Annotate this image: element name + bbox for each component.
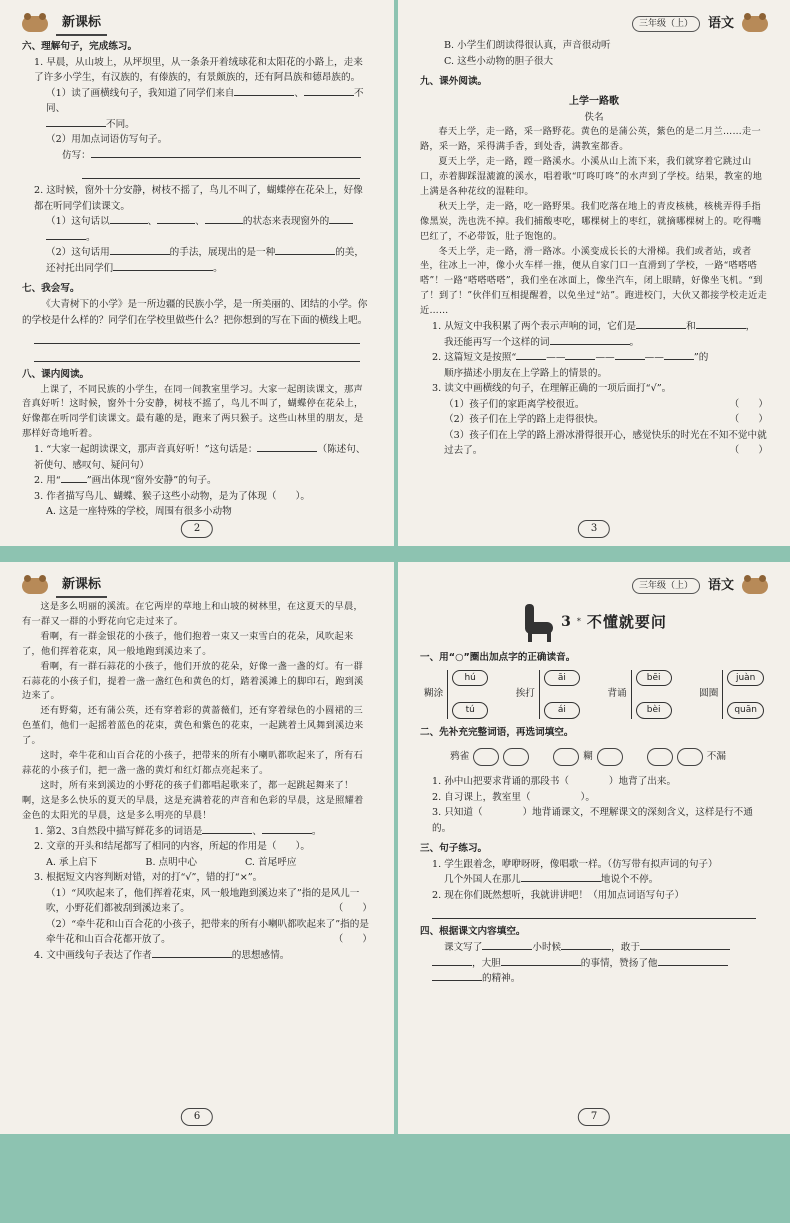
pinyin-item: 糊涂 hú tú bbox=[424, 670, 488, 719]
option-a: A. 这是一座特殊的学校，周围有很多小动物 bbox=[46, 506, 232, 518]
question-line: （1）这句话以 、 、 的状态来表现窗外的 。 bbox=[22, 214, 372, 245]
options-row: A. 承上启下 B. 点明中心 C. 首尾呼应 bbox=[46, 856, 297, 868]
blank-cloud[interactable] bbox=[677, 748, 703, 766]
reading-passage: 这是多么明丽的溪流。在它两岸的草地上和山坡的树林里，在这夏天的早晨，有一群又一群的小野花向它走过来了。 bbox=[22, 601, 363, 627]
answer-line[interactable]: 仿写： bbox=[22, 148, 372, 164]
lesson-title: 不懂就要问 bbox=[586, 612, 667, 631]
choice-line[interactable]: （1）孩子们的家距离学校很近。 （ ） bbox=[444, 398, 768, 410]
question-line: 2. 现在你们既然想听，我就讲讲吧！（用加点词语写句子） bbox=[432, 889, 685, 901]
reading-passage: 看啊，有一群石蒜花的小孩子，他们开放的花朵，好像一盏一盏的灯。有一群石蒜花的小孩子们，提着一盏一盏红色和黄色的灯，踏着溪滩上的脚印石，跑到溪边来了。 bbox=[22, 660, 364, 702]
poem-paragraph: 春天上学，走一路，采一路野花。黄色的是蒲公英，紫色的是二月兰……走一路，采一路，采得满手香，到处香，满教室都香。 bbox=[420, 126, 761, 153]
page-number: 7 bbox=[578, 1108, 610, 1126]
blank-cloud[interactable] bbox=[597, 748, 623, 766]
choice-line[interactable]: （2）“牵牛花和山百合花的小孩子，把带来的所有小喇叭都吹起来了”指的是牵牛花和山百合花都开放了。 （ ） bbox=[46, 918, 372, 946]
poem-author: 佚名 bbox=[584, 111, 604, 123]
pinyin-option[interactable]: ái bbox=[544, 702, 580, 719]
fill-line[interactable]: 的精神。 bbox=[420, 971, 768, 987]
question-line: 2. 文章的开头和结尾都写了相同的内容，所起的作用是（ ）。 bbox=[34, 841, 311, 853]
question-line: 1. 第2、3自然段中描写鲜花多的词语是 、 。 bbox=[34, 825, 322, 837]
answer-line[interactable] bbox=[34, 348, 360, 362]
page-header bbox=[420, 14, 768, 34]
option-b: B. 小学生们朗读得很认真，声音很动听 bbox=[444, 40, 611, 51]
page-2 bbox=[0, 0, 394, 546]
question-line: 1. 学生跟着念，咿咿呀呀，像唱歌一样。（仿写带有拟声词的句子） bbox=[432, 858, 718, 870]
question-line: 3. 读文中画横线的句子，在理解正确的一项后面打“√”。 bbox=[432, 383, 672, 395]
pinyin-item: 挨打 āi ái bbox=[516, 670, 580, 719]
poem-paragraph: 秋天上学，走一路，吃一路野果。我们吃落在地上的青皮核桃，核桃弄得手指像黑炭，洗也洗不掉。我们捕酸枣吃，哪棵树上的枣红，就摘哪棵树上的。吃得嘴巴红了，不必带饭，肚子饱饱的。 bbox=[420, 200, 762, 242]
option-c: C. 这些小动物的胆子很大 bbox=[444, 55, 554, 67]
question-text: 2. 这时候，窗外十分安静，树枝不摇了，鸟儿不叫了，蝴蝶停在花朵上，好像都在听同学们读课文。 bbox=[34, 185, 363, 212]
answer-line[interactable] bbox=[34, 330, 360, 344]
choice-line[interactable]: （3）孩子们在上学的路上滑冰滑得很开心，感觉快乐的时光在不知不觉中就过去了。 （ ） bbox=[444, 429, 768, 457]
section-title: 九、课外阅读。 bbox=[420, 76, 488, 88]
question-line: 3. 只知道（ ）地背诵课文，不理解课文的深刻含义，这样是行不通的。 bbox=[432, 807, 753, 834]
lesson-star: * bbox=[576, 616, 581, 626]
section-title: 二、先补充完整词语，再选词填空。 bbox=[420, 726, 574, 738]
blank-cloud[interactable] bbox=[503, 748, 529, 766]
pinyin-option[interactable]: quān bbox=[727, 702, 764, 719]
question-line: 1. 从短文中我积累了两个表示声响的词，它们是 和 ， bbox=[432, 321, 756, 333]
question-line: （1）读了画横线句子，我知道了同学们来自 、 不同、 不同。 bbox=[46, 87, 364, 130]
reading-passage: 这时，所有来到溪边的小野花的孩子们都唱起歌来了，都一起跳起舞来了！啊，这是多么快乐的夏天的早晨，这是充满着花的声音和色彩的早晨，这是照耀着金色的太阳光的早晨，这是多么明亮的早晨！ bbox=[22, 779, 364, 821]
question-text: 1. 早晨，从山坡上，从坪坝里，从一条条开着绒球花和太阳花的小路上，走来了许多小学生，有汉族的，有傣族的，有景颇族的，还有阿昌族和德昂族的。 bbox=[34, 56, 363, 84]
question-line: （2）用加点词语仿写句子。 bbox=[46, 134, 168, 146]
question-line: 3. 作者描写鸟儿、蝴蝶、猴子这些小动物，是为了体现（ ）。 bbox=[34, 490, 311, 502]
question-line: 我还能再写一个这样的词 。 bbox=[444, 336, 640, 348]
page-3 bbox=[398, 0, 790, 546]
blank-cloud[interactable] bbox=[647, 748, 673, 766]
page-number: 2 bbox=[181, 520, 213, 538]
section-title: 三、句子练习。 bbox=[420, 843, 488, 855]
pinyin-option[interactable]: bèi bbox=[636, 702, 672, 719]
pinyin-option[interactable]: tú bbox=[452, 702, 488, 719]
pinyin-option[interactable]: bēi bbox=[636, 670, 672, 687]
question-line: 1. 孙中山把要求背诵的那段书（ ）地背了出来。 bbox=[432, 776, 677, 788]
header-badge: 新课标 bbox=[56, 574, 107, 597]
question-line: 顺序描述小朋友在上学路上的情景的。 bbox=[444, 367, 608, 379]
page-number: 3 bbox=[578, 520, 610, 538]
choice-line[interactable]: （2）孩子们在上学的路上走得很快。 （ ） bbox=[444, 414, 768, 426]
pinyin-item: 背诵 bēi bèi bbox=[607, 670, 671, 719]
bear-icon bbox=[742, 578, 768, 594]
reading-passage: 看啊，有一群金银花的小孩子，他们抱着一束又一束雪白的花朵，风吹起来了，他们挥着花束，风一般地跑到溪边来了。 bbox=[22, 630, 354, 657]
choice-line[interactable]: （1）“风吹起来了，他们挥着花束，风一般地跑到溪边来了”指的是风儿一吹，小野花们都被刮到溪边来了。 （ ） bbox=[46, 887, 372, 915]
question-line: 1. “大家一起朗读课文，那声音真好听！”这句话是： （陈述句、祈使句、感叹句、疑问句） bbox=[34, 444, 366, 471]
pinyin-item: 圆圈 juàn quān bbox=[699, 670, 764, 719]
pinyin-row bbox=[424, 670, 764, 719]
page-header bbox=[22, 14, 372, 34]
question-text: 《大青树下的小学》是一所边疆的民族小学，是一所美丽的、团结的小学。你的学校是什么样的？同学们在学校里做些什么？把你想到的写在下面的横线上吧。 bbox=[22, 298, 368, 326]
pinyin-option[interactable]: āi bbox=[544, 670, 580, 687]
answer-line[interactable] bbox=[82, 165, 360, 179]
fill-line[interactable]: 课文写了 小时候 ，敢于 bbox=[420, 940, 768, 956]
answer-line[interactable] bbox=[432, 905, 756, 919]
question-line: 4. 文中画线句子表达了作者 的思想感情。 bbox=[34, 949, 290, 961]
page-header bbox=[420, 576, 768, 596]
section-title: 四、根据课文内容填空。 bbox=[420, 926, 526, 938]
word-completion-row: 鸦雀 糊 不漏 bbox=[450, 748, 764, 766]
subject-label: 语文 bbox=[707, 16, 734, 32]
question-line: 2. 这篇短文是按照“ —— —— —— ”的 bbox=[432, 352, 709, 364]
reading-passage: 还有野菊，还有蒲公英，还有穿着彩的黄蔷薇们，还有穿着绿色的小圆裙的三色堇们，他们一起摇着蓝色的花束，黄色和紫色的花束，一起跳着土风舞到溪边来了。 bbox=[22, 705, 364, 747]
section-title: 七、我会写。 bbox=[22, 283, 80, 295]
page-header bbox=[22, 576, 372, 596]
question-line: 3. 根据短文内容判断对错，对的打“√”，错的打“×”。 bbox=[34, 872, 263, 884]
reading-passage: 这时，牵牛花和山百合花的小孩子，把带来的所有小喇叭都吹起来了，所有石蒜花的小孩子们，把一盏一盏的黄灯和红灯都点亮起来了。 bbox=[22, 750, 363, 776]
pinyin-option[interactable]: juàn bbox=[727, 670, 764, 687]
question-line: 2. 用“ ”画出体现“窗外安静”的句子。 bbox=[34, 475, 217, 487]
giraffe-icon bbox=[521, 602, 555, 642]
poem-paragraph: 冬天上学，走一路，滑一路冰。小溪变成长长的大滑梯。我们或者站，或者坐，往冰上一冲，像小火车样一推，便从自家门口一直滑到了学校，一路“嗒嗒嗒嗒”！一路“嗒嗒嗒嗒”，我们坐在冰面上，像坐汽车，闭上眼睛，好像坐飞机。“到了！到了！”伙伴们互相提醒着，以免坐过“站”。跑进校门，大伙又都接学校走近走近…… bbox=[420, 245, 768, 317]
lesson-number: 3 bbox=[561, 613, 571, 630]
reading-passage: 上课了，不同民族的小学生，在同一间教室里学习。大家一起朗读课文，那声音真好听！这时候，窗外十分安静，树枝不摇了，鸟儿不叫了，蝴蝶停在花朵上，好像都在听同学们读课文。最有趣的是，跑来了两只猴子。这些山林里的朋友，是那样好奇地听着。 bbox=[22, 383, 364, 440]
header-badge: 新课标 bbox=[56, 12, 107, 35]
page-6 bbox=[0, 562, 394, 1134]
bear-icon bbox=[22, 578, 48, 594]
blank-cloud[interactable] bbox=[473, 748, 499, 766]
grade-label: 三年级（上） bbox=[632, 578, 700, 595]
section-title: 一、用“○”圈出加点字的正确读音。 bbox=[420, 652, 576, 663]
subject-label: 语文 bbox=[707, 578, 734, 594]
blank-cloud[interactable] bbox=[553, 748, 579, 766]
question-line: （2）这句话用 的手法，展现出的是一种 的美，还衬托出同学们 。 bbox=[46, 247, 364, 274]
page-7 bbox=[398, 562, 790, 1134]
poem-paragraph: 夏天上学，走一路，蹚一路溪水。小溪从山上流下来，我们就穿着它跳过山口，赤着脚踩湿漉漉的溪水，唱着歌“叮咚叮咚”的水声到了学校。结果，教室的地上满是各种花纹的湿鞋印。 bbox=[420, 156, 763, 197]
poem-title: 上学一路歌 bbox=[569, 95, 619, 107]
bear-icon bbox=[22, 16, 48, 32]
lesson-heading bbox=[420, 602, 768, 642]
section-title: 八、课内阅读。 bbox=[22, 369, 90, 381]
section-title: 六、理解句子，完成练习。 bbox=[22, 41, 138, 52]
bear-icon bbox=[742, 16, 768, 32]
question-line: 2. 自习课上，教室里（ ）。 bbox=[432, 791, 595, 803]
fill-line[interactable]: ，大胆 的事情，赞扬了他 bbox=[420, 956, 768, 972]
pinyin-option[interactable]: hú bbox=[452, 670, 488, 687]
grade-label: 三年级（上） bbox=[632, 16, 700, 33]
answer-line[interactable]: 几个外国人在那儿 地说个不停。 bbox=[444, 874, 659, 886]
page-number: 6 bbox=[181, 1108, 213, 1126]
